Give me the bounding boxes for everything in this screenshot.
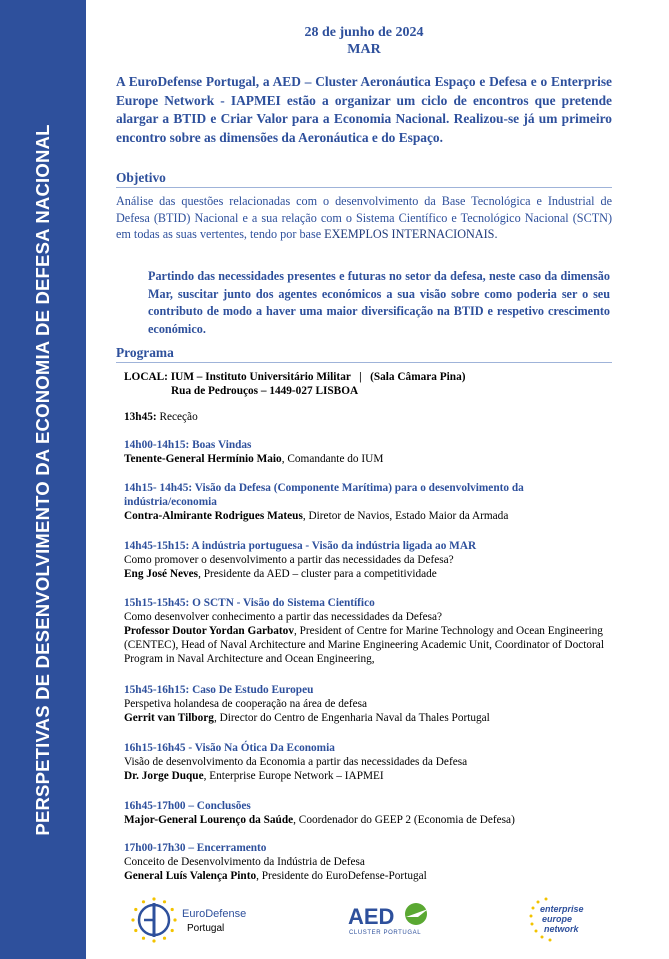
aed-subtitle: CLUSTER PORTUGAL [349, 930, 422, 936]
sidebar-title: PERSPETIVAS DE DESENVOLVIMENTO DA ECONOMIA DE DEFESA NACIONAL [32, 124, 53, 836]
venue-line-2: Rua de Pedrouços – 1449-027 LISBOA [171, 385, 359, 397]
een-line-2: europe [542, 914, 573, 924]
agenda-speaker-line [124, 509, 616, 523]
event-header [116, 24, 612, 58]
agenda-speaker-line [124, 567, 616, 581]
event-date: 28 de junho de 2024 [304, 25, 424, 40]
speaker-name: Major-General Lourenço da Saúde [124, 814, 294, 826]
intro-paragraph: A EuroDefense Portugal, a AED – Cluster Aeronáutica Espaço e Defesa e o Enterprise Europe Network - IAPMEI estão a organizar um ciclo de encontros que pretende alargar a BTID e Criar Valor para a Economia Nacional. Realizou-se já um primeiro encontro sobre as dimensões da Aeronáutica e do Espaço. [116, 74, 612, 146]
agenda-item [124, 596, 616, 666]
agenda-item [124, 683, 616, 725]
agenda-speaker-line [124, 452, 616, 466]
objetivo-paragraph [116, 193, 612, 243]
eurodefense-country: Portugal [187, 923, 225, 934]
speaker-name: Tenente-General Hermínio Maio [124, 453, 282, 465]
rececao [124, 410, 616, 424]
agenda-item [124, 539, 616, 581]
agenda-desc: Conceito de Desenvolvimento da Indústria de Defesa [124, 856, 365, 868]
agenda-time: 14h45-15h15: A indústria portuguesa - Visão da indústria ligada ao MAR [124, 540, 477, 552]
agenda-item [124, 438, 616, 466]
agenda-speaker-line [124, 813, 616, 827]
speaker-role: , Presidente da AED – cluster para a competitividade [198, 568, 437, 580]
agenda-speaker-line [124, 769, 616, 783]
speaker-role: , Diretor de Navios, Estado Maior da Armada [302, 510, 509, 522]
event-theme: MAR [347, 42, 381, 57]
speaker-name: Gerrit van Tilborg [124, 712, 214, 724]
agenda-time: 16h15-16h45 - Visão Na Ótica Da Economia [124, 742, 335, 754]
speaker-name: General Luís Valença Pinto [124, 870, 257, 882]
objetivo-text: Análise das questões relacionadas com o desenvolvimento da Base Tecnológica e Industrial de Defesa (BTID) Nacional e a sua relação com o Sistema Científico e Tecnológico Nacional (SCTN) em todas as suas vertentes, tendo por base [116, 194, 612, 241]
agenda-time: 15h45-16h15: Caso De Estudo Europeu [124, 684, 314, 696]
venue [124, 370, 616, 398]
objetivo-detail: Partindo das necessidades presentes e futuras no setor da defesa, neste caso da dimensão Mar, suscitar junto dos agentes económicos a sua visão sobre como poderia ser o seu contributo de modo a haver uma maior diversificação na BTID e respetivo crescimento económico. [148, 269, 610, 336]
agenda-time: 14h15- 14h45: Visão da Defesa (Componente Marítima) para o desenvolvimento da indústria/economia [124, 482, 524, 508]
speaker-name: Professor Doutor Yordan Garbatov [124, 625, 294, 637]
speaker-role: , President of Centre for Marine Technology and Ocean Engineering (CENTEC), Head of Naval Architecture and Marine Engineering Academic Unit, Coordinator of Doctoral Program in Naval Architecture and Ocean Engineering, [124, 625, 604, 665]
speaker-role: , Comandante do IUM [281, 453, 384, 465]
agenda-desc: Como desenvolver conhecimento a partir das necessidades da Defesa? [124, 611, 443, 623]
speaker-role: , Director do Centro de Engenharia Naval da Thales Portugal [213, 712, 490, 724]
aed-emblem [405, 903, 428, 925]
agenda-item [124, 481, 616, 523]
speaker-role: , Coordenador do GEEP 2 (Economia de Defesa) [293, 814, 515, 826]
agenda-time: 17h00-17h30 – Encerramento [124, 842, 267, 854]
aed-logo [348, 900, 438, 940]
agenda-time: 15h15-15h45: O SCTN - Visão do Sistema Científico [124, 597, 375, 609]
objetivo-heading: Objetivo [116, 170, 612, 188]
eurodefense-name: EuroDefense [182, 908, 247, 920]
agenda-desc: Visão de desenvolvimento da Economia a partir das necessidades da Defesa [124, 756, 468, 768]
agenda-desc: Como promover o desenvolvimento a partir das necessidades da Defesa? [124, 554, 454, 566]
een-logo [528, 896, 594, 944]
agenda-time: 14h00-14h15: Boas Vindas [124, 439, 252, 451]
rececao-time: 13h45: [124, 411, 157, 423]
agenda-desc: Perspetiva holandesa de cooperação na área de defesa [124, 698, 368, 710]
agenda-item [124, 799, 616, 827]
speaker-role: , Presidente do EuroDefense-Portugal [256, 870, 427, 882]
agenda-time: 16h45-17h00 – Conclusões [124, 800, 251, 812]
agenda-speaker-line [124, 624, 616, 666]
rececao-text: Receção [156, 411, 198, 423]
aed-wordmark: AED [348, 904, 395, 929]
speaker-name: Dr. Jorge Duque [124, 770, 204, 782]
speaker-name: Eng José Neves [124, 568, 199, 580]
eurodefense-emblem [131, 897, 176, 942]
een-line-1: enterprise [540, 904, 584, 914]
objetivo-caps: EXEMPLOS INTERNACIONAIS. [324, 227, 498, 241]
agenda-speaker-line [124, 711, 616, 725]
speaker-role: , Enterprise Europe Network – IAPMEI [203, 770, 384, 782]
eurodefense-logo [130, 896, 270, 944]
programa-heading: Programa [116, 345, 612, 363]
sidebar-banner [0, 0, 86, 959]
agenda-speaker-line [124, 869, 616, 883]
een-line-3: network [544, 924, 579, 934]
agenda-item [124, 841, 616, 883]
partner-logos [126, 896, 596, 946]
agenda-item [124, 741, 616, 783]
speaker-name: Contra-Almirante Rodrigues Mateus [124, 510, 303, 522]
venue-line-1: LOCAL: IUM – Instituto Universitário Militar | (Sala Câmara Pina) [124, 371, 466, 383]
